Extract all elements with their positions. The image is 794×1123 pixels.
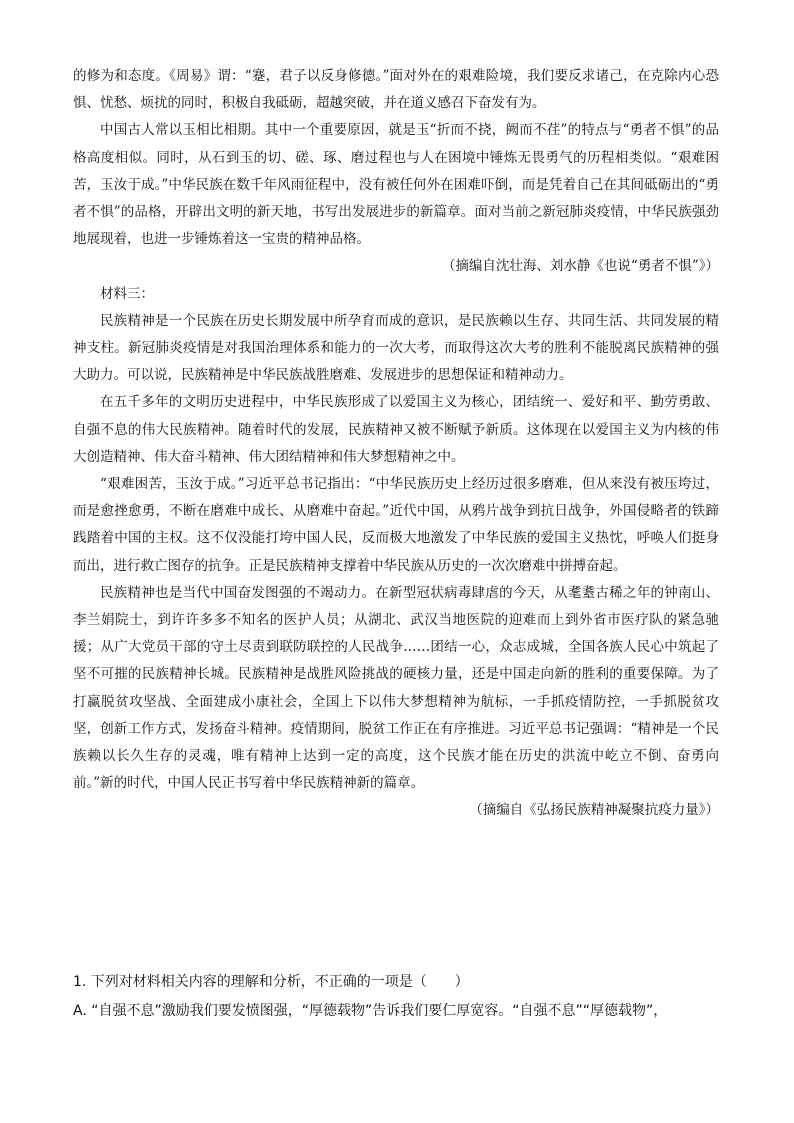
material-two-paragraph-continued: 的修为和态度。《周易》谓：“蹇，君子以反身修德。”面对外在的艰难险境，我们要反求诸己，在克除内心恐惧、忧愁、烦扰的同时，积极自我砥砺，超越突破，并在道义感召下奋发有为。 (73, 68, 719, 112)
question-1 (73, 968, 723, 1026)
material-three-paragraph-1: 民族精神是一个民族在历史长期发展中所孕育而成的意识，是民族赖以生存、共同生活、共同发展的精神支柱。新冠肺炎疫情是对我国治理体系和能力的一次大考，而取得这次大考的胜利不能脱离民族精神的强大助力。可以说，民族精神是中华民族战胜磨难、发展进步的思想保证和精神动力。 (73, 312, 719, 384)
material-two-paragraph-jade: 中国古人常以玉相比相期。其中一个重要原因，就是玉“折而不挠，阙而不荏”的特点与“勇者不惧”的品格高度相似。同时，从石到玉的切、磋、琢、磨过程也与人在困境中锤炼无畏勇气的历程相类似。“艰难困苦，玉汝于成。”中华民族在数千年风雨征程中，没有被任何外在困难吓倒，而是凭着自己在其间砥砺出的“勇者不惧”的品格，开辟出文明的新天地，书写出发展进步的新篇章。面对当前之新冠肺炎疫情，中华民族强劲地展现着，也进一步锤炼着这一宝贵的精神品格。 (73, 122, 719, 248)
question-option-a: A. “自强不息”激励我们要发愤图强，“厚德载物”告诉我们要仁厚宽容。“自强不息”“厚德载物”， (73, 1003, 668, 1019)
question-stem: 1. 下列对材料相关内容的理解和分析，不正确的一项是（ ） (73, 974, 469, 990)
material-two-source: （摘编自沈壮海、刘水静《也说“勇者不惧”》） (441, 258, 719, 275)
material-three-label: 材料三： (100, 285, 154, 302)
material-three-paragraph-2: 在五千多年的文明历史进程中，中华民族形成了以爱国主义为核心，团结统一、爱好和平、勤劳勇敢、自强不息的伟大民族精神。随着时代的发展，民族精神又被不断赋予新质。这体现在以爱国主义为内核的伟大创造精神、伟大奋斗精神、伟大团结精神和伟大梦想精神之中。 (73, 394, 719, 465)
material-three-paragraph-3: “艰难困苦，玉汝于成。”习近平总书记指出：“中华民族历史上经历过很多磨难，但从来没有被压垮过，而是愈挫愈勇，不断在磨难中成长、从磨难中奋起。”近代中国，从鸦片战争到抗日战争，外国侵略者的铁蹄践踏着中国的主权。这不仅没能打垮中国人民，反而极大地激发了中华民族的爱国主义热忱，呼唤人们挺身而出，进行救亡图存的抗争。正是民族精神支撑着中华民族从历史的一次次磨难中拼搏奋起。 (73, 476, 719, 574)
material-three-paragraph-4: 民族精神也是当代中国奋发图强的不竭动力。在新型冠状病毒肆虐的今天，从耄耋古稀之年的钟南山、李兰娟院士，到许许多多不知名的医护人员；从湖北、武汉当地医院的迎难而上到外省市医疗队的紧急驰援；从广大党员干部的守土尽责到联防联控的人民战争……团结一心，众志成城，全国各族人民心中筑起了坚不可摧的民族精神长城。民族精神是战胜风险挑战的硬核力量，还是中国走向新的胜利的重要保障。为了打赢脱贫攻坚战、全面建成小康社会，全国上下以伟大梦想精神为航标，一手抓疫情防控，一手抓脱贫攻坚，创新工作方式，发扬奋斗精神。疫情期间，脱贫工作正在有序推进。习近平总书记强调：“精神是一个民族赖以长久生存的灵魂，唯有精神上达到一定的高度，这个民族才能在历史的洪流中屹立不倒、奋勇向前。”新的时代，中国人民正书写着中华民族精神新的篇章。 (73, 584, 719, 792)
material-three-source: （摘编自《弘扬民族精神凝聚抗疫力量》） (469, 802, 719, 819)
material-text (73, 63, 719, 825)
